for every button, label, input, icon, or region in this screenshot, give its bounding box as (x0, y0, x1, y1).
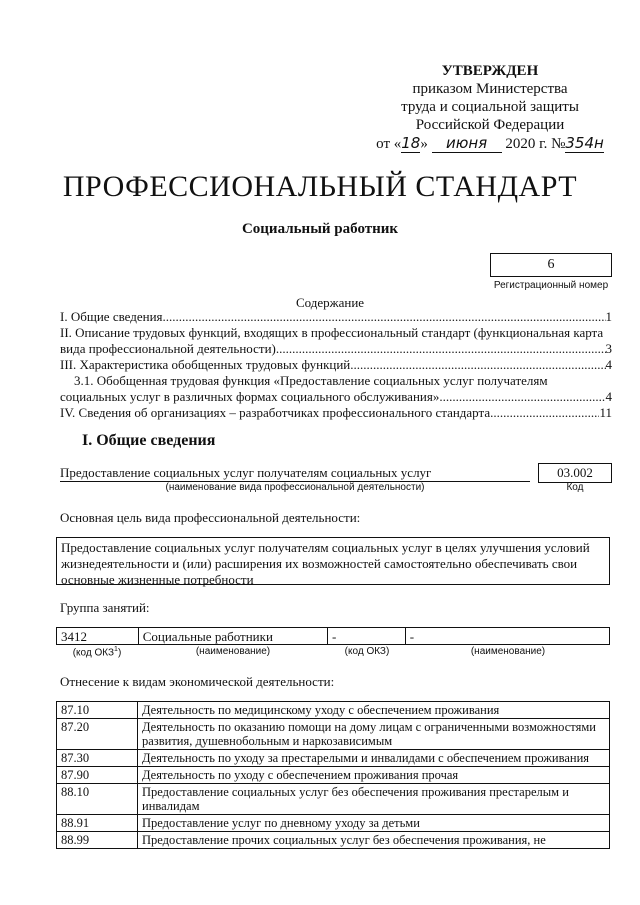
okved-name: Деятельность по уходу за престарелыми и инвалидами с обеспечением проживания (138, 750, 610, 767)
table-row (57, 719, 610, 750)
okved-code: 87.20 (57, 719, 138, 750)
toc-item-4-line1[interactable]: 3.1. Обобщенная трудовая функция «Предоставление социальных услуг получателям (74, 373, 548, 388)
toc-item-4[interactable]: социальных услуг в различных формах социального обслуживания» ..... 4 (60, 389, 612, 405)
okved-code: 87.10 (57, 702, 138, 719)
approval-month: июня (432, 134, 502, 153)
toc-item-5[interactable]: IV. Сведения об организациях – разработчиках профессионального стандарта ..... 11 (60, 405, 612, 421)
okved-code: 88.10 (57, 784, 138, 815)
goal-text-box: Предоставление социальных услуг получателям социальных услуг в целях улучшения условий жизнедеятельности и (или) расширения их возможностей самостоятельно обеспечивать свои основные жизненные потребности (56, 537, 610, 585)
document-subtitle: Социальный работник (241, 221, 399, 237)
approval-ministry-line: труда и социальной защиты (401, 99, 579, 115)
occupation-name-2: - (409, 629, 415, 644)
approval-day: 18 (401, 134, 421, 152)
section-heading: I. Общие сведения (82, 432, 216, 449)
okz-code-label: (код ОКЗ$^1$) (72, 646, 122, 659)
approval-block (340, 62, 640, 153)
occupation-group-heading: Группа занятий: (60, 600, 150, 615)
okved-code: 88.91 (57, 815, 138, 832)
goal-heading: Основная цель вида профессиональной деятельности: (60, 510, 361, 525)
okved-heading: Отнесение к видам экономической деятельности: (60, 674, 335, 689)
okved-code: 87.30 (57, 750, 138, 767)
occupation-code-2: - (328, 628, 406, 644)
toc-heading: Содержание (295, 295, 365, 310)
activity-code-label: Код (566, 482, 584, 493)
okved-name: Деятельность по уходу с обеспечением проживания прочая (138, 767, 610, 784)
registration-number-label: Регистрационный номер (493, 280, 609, 291)
okved-code: 87.90 (57, 767, 138, 784)
occupation-group-table (56, 627, 610, 645)
activity-code-box: 03.002 (538, 463, 612, 483)
okved-name: Деятельность по оказанию помощи на дому лицам с ограниченными возможностями развития, душевнобольным и наркозависимым (138, 719, 610, 750)
toc-item-1[interactable]: I. Общие сведения ..... 1 (60, 309, 612, 325)
okved-table (56, 701, 610, 849)
okved-name: Предоставление социальных услуг без обеспечения проживания престарелым и инвалидам (138, 784, 610, 815)
registration-number-box: 6 (490, 253, 612, 277)
table-row (57, 784, 610, 815)
okz-name-label-2: (наименование) (470, 646, 546, 657)
approval-country-line: Российской Федерации (415, 117, 565, 133)
approval-order-line: приказом Министерства (412, 81, 568, 97)
toc-item-3[interactable]: III. Характеристика обобщенных трудовых функций ..... 4 (60, 357, 612, 373)
table-row (57, 750, 610, 767)
toc-item-2[interactable]: вида профессиональной деятельности) ..... 3 (60, 341, 612, 357)
occupation-name-1: Социальные работники (139, 628, 328, 644)
okved-name: Предоставление прочих социальных услуг без обеспечения проживания, не (138, 832, 610, 849)
okz-name-label: (наименование) (195, 646, 271, 657)
okved-name: Предоставление услуг по дневному уходу за детьми (138, 815, 610, 832)
okved-code: 88.99 (57, 832, 138, 849)
approval-number: 354н (565, 134, 604, 152)
table-row (57, 702, 610, 719)
table-row (57, 832, 610, 849)
table-of-contents (60, 309, 612, 421)
activity-kind: Предоставление социальных услуг получателям социальных услуг (60, 465, 530, 482)
table-row (57, 815, 610, 832)
okved-name: Деятельность по медицинскому уходу с обеспечением проживания (138, 702, 610, 719)
approval-date-line: от «18» июня 2020 г. №354н (376, 134, 604, 152)
occupation-group-labels (56, 646, 610, 658)
table-row (57, 767, 610, 784)
occupation-code-1: 3412 (57, 628, 139, 644)
approval-title: УТВЕРЖДЕН (441, 63, 539, 79)
okz-code-label-2: (код ОКЗ) (344, 646, 390, 657)
activity-kind-note: (наименование вида профессиональной деятельности) (165, 482, 425, 493)
document-title: ПРОФЕССИОНАЛЬНЫЙ СТАНДАРТ (62, 170, 578, 203)
toc-item-2-line1[interactable]: II. Описание трудовых функций, входящих в профессиональный стандарт (функциональная карта (60, 325, 604, 340)
